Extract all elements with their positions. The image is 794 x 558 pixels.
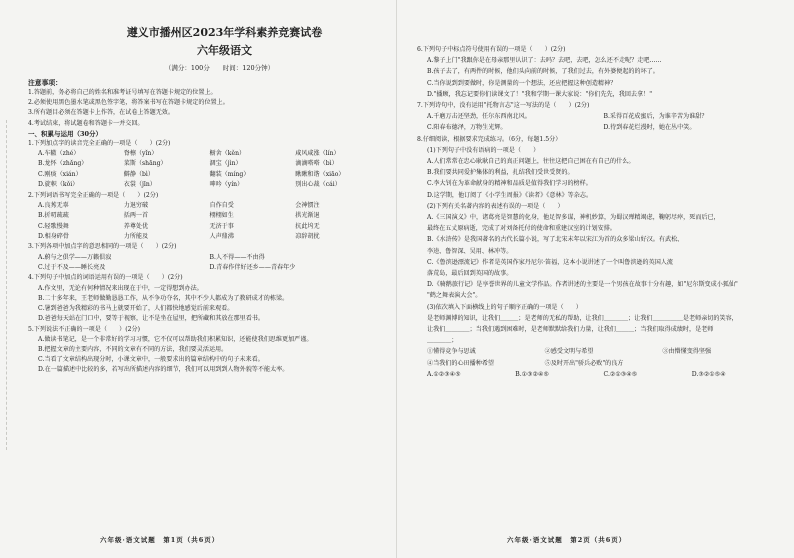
option-text: C.过于不及——睡长亮及 [38,264,106,272]
option-text: 涸宝（jìn） [209,160,242,168]
page-footer: 六年级·语文试题 第2页（共6页） [507,536,627,544]
passage-line: 让我们＿＿＿＿；当我们遇到困难时，是老师默默给我们力量，让我们＿＿＿；当我们取得成绩时，是老师 [427,326,714,334]
option-text: C.当看了文章结构出现分时，小课文章中，一般要求出的篇章结构中的句子未来看。 [38,356,264,364]
option-text: B.孩子去了，有两件的时候，他们头向前的时候，了我们过去，有外婆便起的的坏了。 [427,68,659,76]
option-text: B.《水浒传》是我国著名的古代长篇小说，写了北宋末年以宋江为首的众多梁山好汉。有武松、 [427,236,684,244]
choice-text: ⑤及时开出"骄兵必败"的良方 [544,359,624,367]
option-text: 滴滴嗒嗒（bì） [295,160,338,168]
option-text: D.这学期，他订阅了《小学生周报》《读者》《意林》等杂志。 [427,191,593,199]
question-2: 2.下列词语书写完全正确的一项是（ ）(2分) [28,191,159,199]
option-text: 力所能及 [123,233,149,241]
option-row [28,180,381,190]
option-row [417,122,780,133]
option-text: 李逵、鲁智深、吴用、林冲等。 [427,247,513,255]
option-text: D."播顾，我忘记要你们读课文了！"我和学期一课大家说："你们先先，我回去拿！" [427,90,653,98]
option-text: 自作自受 [209,201,234,209]
option-text: 凉辞胡扰 [295,233,320,241]
option-text: A.千磨万击还坚劲，任尔东西南北风。 [427,113,531,121]
choice-text: ③由懵懂变得坚强 [662,348,712,356]
question-7: 7.下列诗句中，没有运用"托物言志"这一写法的是（ ）(2分) [417,102,590,110]
notice-title: 注意事项： [28,79,62,87]
option-text: D.《骑鹅旅行记》是享誉世界的儿童文学作品。作者讲述的主要是一个男孩在故事十分有趣，如"尼尔斯变成小狐仙" [427,281,738,289]
question-6: 6.下列句子中标点符号使用有误的一项是（ ）(2分) [417,46,566,53]
option-text: D.待到春花烂漫时，她在丛中笑。 [603,124,696,132]
question-4: 4.下列句子中加点的词语运用有误的一项是（ ）(2分) [28,274,183,282]
option-text: 菜斯（shāng） [123,160,167,168]
option-text: 会神惯注 [295,201,320,209]
option-text: 力退穷破 [123,201,149,209]
exam-subtitle: 六年级语文 [197,44,252,57]
option-text: 抗此坞无 [295,222,320,230]
option-text: A.车辙（zhé） [38,150,80,158]
option-text: C.李大钊在为革命献身的精神和品质是值得我们学习的榜样。 [427,180,592,188]
notice-line: 4.考试结束，将试题卷和答题卡一并交回。 [28,119,144,127]
option-text: 养尊处优 [123,222,149,230]
option-text: B.把握文章的主要内容，不同的文章有不同的方法，我们要灵活运用。 [38,345,228,353]
option-row [28,170,381,180]
page-footer: 六年级·语文试题 第1页（共6页） [100,536,220,544]
option-text: 括两一首 [123,212,149,220]
passage-line: 是老师渊博的知识，让我们＿＿＿；是老师的无私的帮助，让我们＿＿＿＿；让我们＿＿＿＿＿是老师亲切的笑容， [427,314,738,322]
option-text: B.①③②④⑤ [515,370,549,378]
question-3: 3.下列各项中加点字的意思相同的一项是（ ）(2分) [28,243,177,251]
option-text: A.人们常常在忠心耿耿自己的真正问题上，往往这把自己困在有自己的什么。 [427,158,635,166]
passage-line: ＿＿＿＿； [427,337,458,345]
question-8-2: (2)下列有关名著内容的表述有误的一项是（ ） [427,202,564,210]
option-row [417,369,780,380]
option-text: D.爸爸每天站在门口中，要等于视察，让不是坐在屋里，把所藏和其放在那里看书。 [38,315,264,323]
option-text: D.相身碎骨 [38,233,69,241]
question-5: 5.下列说法不正确的一项是（ ）(2分) [28,325,140,333]
exam-meta: （满分：100分 时间：120分钟） [164,64,275,72]
option-text: B.二十多年来，王老师做勤恳恳工作，从不争功夺名，其中不少人都成为了教研成才的栋梁。 [38,294,289,302]
option-text: A.做读书笔记，是一个非常好的学习习惯，它不仅可以帮助我们积累知识，还能使我们思维更加严谨。 [38,335,313,343]
notice-line: 2.必须使用黑色墨水笔或黑色签字笔，将答案书写在答题卡规定的位置上。 [28,99,229,107]
option-text: 咸风咸涨（lín） [295,150,340,158]
choice-row [417,358,780,369]
choice-row [417,346,780,357]
option-text: 呻吟（yín） [209,181,244,189]
option-text: 衣裳（jīn） [123,181,156,189]
option-text: 别出心裁（cái） [295,181,341,189]
option-text: C.阳春布德泽，万物生光辉。 [427,124,507,132]
option-text: 拱光渐退 [295,212,320,220]
option-row [28,263,381,273]
option-text: A.《三国演义》中，诸葛亮是智慧的化身，他足智多谋，神机妙算，为蜀汉殚精竭虑，鞠躬尽瘁，死而后已， [427,214,720,222]
option-text: C.《鲁滨逊漂流记》作者是英国作家丹尼尔·笛福，这本小说讲述了一个叫鲁滨逊的英国人流 [427,258,673,266]
question-1: 1.下列加点字的读音完全正确的一项是（ ）(2分) [28,139,171,147]
option-row [28,149,381,159]
option-row [28,159,381,169]
option-row [28,232,381,242]
notice-line: 1.答题前，务必将自己的姓名和准考证号填写在答题卡规定的位置上。 [28,89,217,96]
option-text: C.轻歌慢舞 [38,222,69,230]
option-text: B.龙怀（zhǎng） [38,160,88,168]
option-text: C.②①③④⑤ [603,370,638,378]
option-text: 人声鼎沸 [209,233,234,241]
option-text: 僻静（bì） [123,170,154,178]
option-text: A.作文里，无论有何种情况来出现在于中，一定得想到办法。 [38,284,203,292]
exam-title: 遵义市播州区2023年学科素养竞赛试卷 [126,26,323,39]
option-text: D.旋帜（kǒi） [38,181,79,189]
option-text: 橱舍（kěn） [209,150,246,158]
question-8: 8.仔细阅读，根据要求完成练习。（6分，每题1.5分） [417,135,562,143]
choice-text: ①懂得竞争与思诚 [427,348,476,356]
option-text: A.①②③④⑤ [427,370,461,378]
option-text: 脊檩（yǐn） [123,150,158,158]
option-text: A.蔚与之俱学——万籁俱寂 [38,253,112,261]
option-text: "鹤之舞表演大会"。 [427,292,482,300]
option-text: B.采得百花成蜜后，为谁辛苦为谁甜？ [603,113,708,121]
option-text: C.当你说到到要做时，你是测量的一个想法，还应把握这种创造精神？ [427,79,617,87]
notice-line: 3.所有题目必须在答题卡上作答，在试卷上答题无效。 [28,109,174,117]
option-text: 最终在五丈原病逝，完成了对刘备托付的使命和重建汉室的计划安排。 [427,225,616,233]
option-text: C.暑到爸爸为我精彩的书马上就要开始了，人们都快地感觉后前来观看。 [38,305,234,313]
option-row [417,111,780,122]
option-text: D.③②①⑤④ [691,370,726,378]
option-text: 无济于事 [209,222,234,230]
page-2 [397,0,794,558]
option-text: B.折叨疏疏 [38,212,69,220]
option-text: 瞅瞅和谐（xiāo） [295,170,345,178]
option-text: 栩栩如生 [209,212,234,220]
choice-text: ④当我们的心田播种希望 [427,359,495,367]
section-heading: 一、积累与运用（30分） [28,129,103,138]
option-text: A.黎子上门"我跟你是在母亲那里认识了：去吗？去吧，去吧，怎么还不走呢？走吧…… [427,57,662,65]
option-row [28,201,381,211]
option-text: D.青春作伴好还乡——青春年少 [209,264,296,272]
choice-text: ②感受文明与希望 [544,348,594,356]
option-text: C.刚痰（xián） [38,170,82,178]
option-text: A.良莠无辜 [38,201,69,209]
option-row [28,211,381,221]
option-text: 落荒岛，最后回到英国的故事。 [427,270,513,278]
option-text: 翻装（míng） [209,170,250,178]
option-text: B.我们要共同爱护集体的利益，扎结我们受世受贤的。 [427,169,574,177]
option-text: B.人不得——不由得 [209,253,265,261]
option-row [28,253,381,263]
question-8-1: (1)下列句子中没有语病的一项是（ ） [427,146,540,154]
question-8-3: (3)依次填入下面横线上的句子顺序正确的一项是（ ） [427,303,582,311]
option-text: D.在一篇描述中比较的多，若写出所描述内容的细节，我们可以用到到人物外貌等不能太率。 [38,366,289,374]
option-row [28,222,381,232]
